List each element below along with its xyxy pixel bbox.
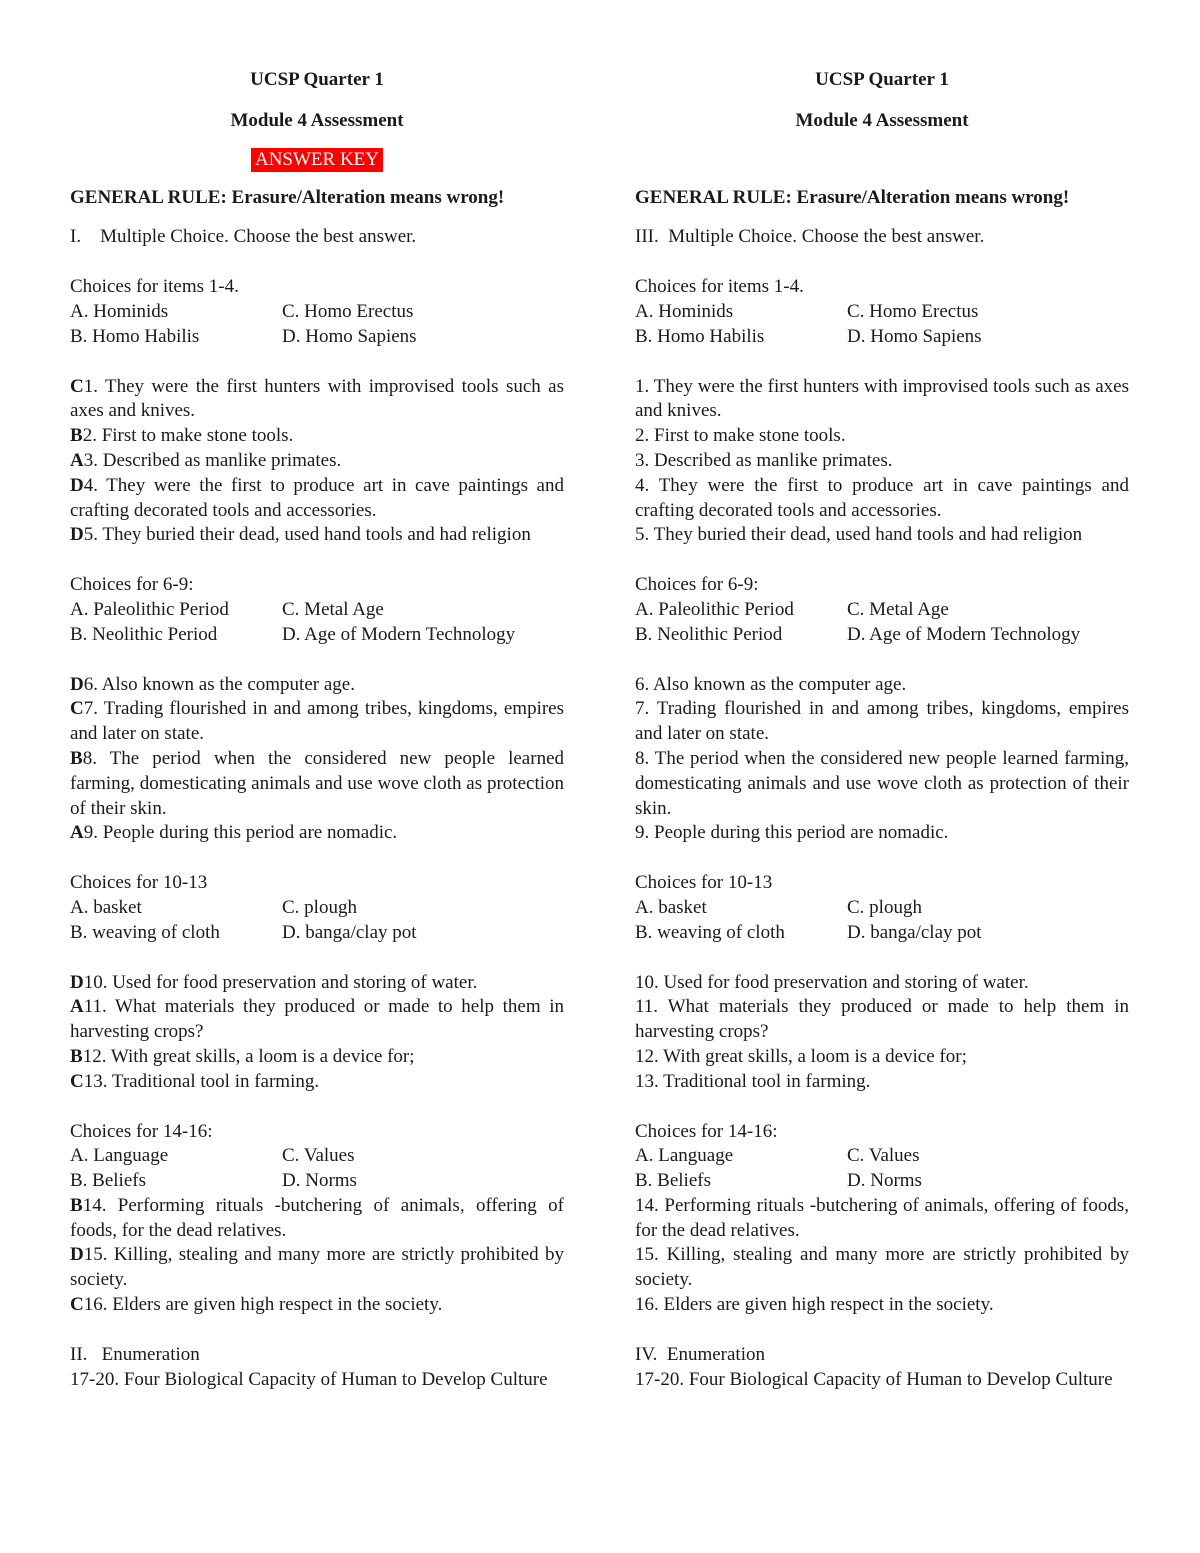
choices-heading: Choices for items 1-4.	[635, 276, 804, 298]
answer-key-spacer	[635, 148, 1129, 174]
question-text: 14. Performing rituals -butchering of animals, offering of foods, for the dead relatives.	[70, 1194, 564, 1241]
choice-option: A. Paleolithic Period	[635, 598, 794, 620]
question-text: 6. Also known as the computer age.	[83, 673, 355, 695]
choice-row	[70, 325, 564, 350]
choice-row	[635, 1144, 1129, 1169]
question-text: 13. Traditional tool in farming.	[83, 1070, 320, 1092]
choice-option: D. Age of Modern Technology	[282, 623, 516, 645]
question-item	[635, 449, 1129, 474]
choice-option: A. Hominids	[635, 300, 734, 322]
question-item	[70, 747, 564, 821]
choice-option: C. Homo Erectus	[282, 300, 414, 322]
answer-letter: D	[70, 971, 84, 993]
enumeration-item: 17-20. Four Biological Capacity of Human to Develop Culture	[70, 1368, 548, 1390]
question-item	[635, 697, 1129, 747]
question-text: 2. First to make stone tools.	[82, 425, 294, 447]
choices-heading: Choices for 14-16:	[70, 1120, 213, 1142]
choice-option: B. Neolithic Period	[635, 623, 783, 645]
answer-letter: C	[70, 1070, 84, 1092]
question-item	[70, 1070, 564, 1095]
enumeration-item: 17-20. Four Biological Capacity of Human to Develop Culture	[635, 1368, 1113, 1390]
answer-letter: B	[70, 1194, 83, 1216]
question-text: 12. With great skills, a loom is a device for;	[82, 1045, 415, 1067]
question-item	[70, 1293, 564, 1318]
question-item	[70, 995, 564, 1045]
question-groups	[70, 275, 564, 1343]
answer-letter: D	[70, 524, 84, 546]
question-text: 2. First to make stone tools.	[635, 425, 846, 447]
question-text: 10. Used for food preservation and storing of water.	[83, 971, 478, 993]
answer-letter: B	[70, 425, 83, 447]
spacer	[70, 350, 564, 375]
question-text: 5. They buried their dead, used hand tools and had religion	[635, 524, 1083, 546]
question-item	[635, 747, 1129, 821]
answer-letter: B	[70, 747, 83, 769]
answer-letter: A	[70, 449, 84, 471]
spacer	[70, 648, 564, 673]
question-item	[635, 424, 1129, 449]
answer-letter: C	[70, 1294, 84, 1316]
question-text: 4. They were the first to produce art in cave paintings and crafting decorated tools and accessories.	[635, 474, 1129, 521]
choice-row	[70, 598, 564, 623]
choice-option: B. weaving of cloth	[70, 921, 220, 943]
choice-option: B. Homo Habilis	[70, 325, 200, 347]
question-item	[635, 971, 1129, 996]
question-item	[635, 1194, 1129, 1244]
choices-heading: Choices for items 1-4.	[70, 276, 239, 298]
question-text: 7. Trading flourished in and among tribes, kingdoms, empires and later on state.	[70, 698, 564, 745]
blank-test-column	[635, 68, 1129, 1392]
section-heading: I. Multiple Choice. Choose the best answer.	[70, 226, 417, 248]
question-item	[635, 523, 1129, 548]
answer-letter: C	[70, 375, 84, 397]
question-text: 11. What materials they produced or made to help them in harvesting crops?	[70, 996, 564, 1043]
choice-option: D. banga/clay pot	[847, 921, 982, 943]
question-text: 1. They were the first hunters with improvised tools such as axes and knives.	[70, 375, 564, 422]
choice-row	[70, 921, 564, 946]
general-rule: GENERAL RULE: Erasure/Alteration means wrong!	[70, 186, 505, 208]
choice-option: B. Homo Habilis	[635, 325, 765, 347]
choice-option: A. Hominids	[70, 300, 169, 322]
choice-option: A. Language	[70, 1145, 169, 1167]
choices-heading: Choices for 6-9:	[70, 574, 194, 596]
answer-key-column	[70, 68, 564, 1392]
question-item	[635, 474, 1129, 524]
choice-row	[635, 325, 1129, 350]
question-text: 14. Performing rituals -butchering of animals, offering of foods, for the dead relatives.	[635, 1194, 1129, 1241]
question-item	[70, 821, 564, 846]
choice-group	[635, 871, 1129, 1119]
choice-option: D. Homo Sapiens	[282, 325, 417, 347]
question-item	[70, 673, 564, 698]
question-text: 10. Used for food preservation and storing of water.	[635, 971, 1029, 993]
question-text: 16. Elders are given high respect in the society.	[83, 1294, 443, 1316]
spacer	[70, 1095, 564, 1120]
question-text: 9. People during this period are nomadic.	[83, 822, 398, 844]
choice-row	[70, 300, 564, 325]
choice-row	[70, 623, 564, 648]
question-item	[635, 1070, 1129, 1095]
question-groups	[635, 275, 1129, 1343]
spacer	[70, 946, 564, 971]
spacer	[70, 846, 564, 871]
question-item	[70, 1243, 564, 1293]
choice-group	[70, 1120, 564, 1343]
question-item	[70, 474, 564, 524]
question-item	[70, 1194, 564, 1244]
page-title: UCSP Quarter 1	[815, 69, 949, 90]
question-item	[70, 375, 564, 425]
choice-option: A. Paleolithic Period	[70, 598, 229, 620]
question-text: 8. The period when the considered new people learned farming, domesticating animals and use wove cloth as protection of their skin.	[635, 747, 1129, 819]
question-text: 11. What materials they produced or made to help them in harvesting crops?	[635, 996, 1129, 1043]
question-item	[635, 995, 1129, 1045]
choice-option: C. plough	[282, 896, 357, 918]
question-item	[635, 673, 1129, 698]
choices-heading: Choices for 10-13	[635, 872, 773, 894]
section-heading: II. Enumeration	[70, 1343, 200, 1365]
answer-letter: B	[70, 1045, 83, 1067]
question-text: 3. Described as manlike primates.	[635, 449, 893, 471]
spacer	[635, 350, 1129, 375]
choice-group	[70, 871, 564, 1119]
question-text: 7. Trading flourished in and among tribes, kingdoms, empires and later on state.	[635, 698, 1129, 745]
question-item	[70, 449, 564, 474]
choice-option: C. Values	[847, 1145, 920, 1167]
choice-option: C. Metal Age	[282, 598, 384, 620]
question-text: 16. Elders are given high respect in the society.	[635, 1294, 994, 1316]
choice-option: C. Homo Erectus	[847, 300, 979, 322]
choice-option: A. basket	[70, 896, 142, 918]
section-heading: III. Multiple Choice. Choose the best answer.	[635, 226, 985, 248]
answer-key-label: ANSWER KEY	[251, 148, 383, 172]
choice-row	[635, 896, 1129, 921]
question-item	[70, 971, 564, 996]
question-item	[70, 523, 564, 548]
question-text: 15. Killing, stealing and many more are strictly prohibited by society.	[635, 1244, 1129, 1291]
choice-option: C. Metal Age	[847, 598, 949, 620]
choice-option: A. basket	[635, 896, 707, 918]
choice-option: D. Age of Modern Technology	[847, 623, 1081, 645]
spacer	[635, 946, 1129, 971]
choice-group	[635, 573, 1129, 871]
choices-heading: Choices for 10-13	[70, 872, 208, 894]
choice-row	[635, 623, 1129, 648]
question-text: 6. Also known as the computer age.	[635, 673, 907, 695]
answer-letter: D	[70, 1244, 84, 1266]
answer-letter: C	[70, 698, 84, 720]
choice-option: B. Beliefs	[635, 1170, 711, 1192]
question-item	[635, 1045, 1129, 1070]
question-text: 13. Traditional tool in farming.	[635, 1070, 871, 1092]
choices-heading: Choices for 14-16:	[635, 1120, 778, 1142]
page-subtitle: Module 4 Assessment	[230, 109, 404, 131]
spacer	[635, 846, 1129, 871]
spacer	[635, 1318, 1129, 1343]
spacer	[635, 548, 1129, 573]
choice-row	[635, 598, 1129, 623]
choice-row	[635, 300, 1129, 325]
question-item	[70, 424, 564, 449]
choice-option: B. weaving of cloth	[635, 921, 785, 943]
question-text: 3. Described as manlike primates.	[83, 449, 342, 471]
question-item	[635, 1243, 1129, 1293]
question-item	[70, 1045, 564, 1070]
question-text: 15. Killing, stealing and many more are strictly prohibited by society.	[70, 1244, 564, 1291]
choice-group	[635, 1120, 1129, 1343]
question-text: 4. They were the first to produce art in cave paintings and crafting decorated tools and accessories.	[70, 474, 564, 521]
spacer	[70, 548, 564, 573]
choice-group	[635, 275, 1129, 573]
choice-group	[70, 275, 564, 573]
choice-row	[635, 921, 1129, 946]
question-item	[635, 821, 1129, 846]
answer-letter: A	[70, 822, 84, 844]
choice-option: D. Homo Sapiens	[847, 325, 982, 347]
page-subtitle: Module 4 Assessment	[795, 109, 969, 131]
choice-option: A. Language	[635, 1145, 734, 1167]
answer-letter: A	[70, 996, 84, 1018]
question-item	[635, 375, 1129, 425]
choice-option: D. Norms	[847, 1170, 922, 1192]
choice-option: C. Values	[282, 1145, 355, 1167]
choice-row	[635, 1169, 1129, 1194]
choice-option: B. Neolithic Period	[70, 623, 218, 645]
page-title: UCSP Quarter 1	[250, 69, 384, 90]
answer-key-banner	[70, 148, 564, 174]
spacer	[635, 648, 1129, 673]
choice-option: D. banga/clay pot	[282, 921, 417, 943]
section-heading: IV. Enumeration	[635, 1343, 765, 1365]
question-item	[70, 697, 564, 747]
general-rule: GENERAL RULE: Erasure/Alteration means wrong!	[635, 186, 1070, 208]
question-text: 8. The period when the considered new people learned farming, domesticating animals and use wove cloth as protection of their skin.	[70, 747, 564, 819]
question-item	[635, 1293, 1129, 1318]
choice-row	[70, 1169, 564, 1194]
question-text: 12. With great skills, a loom is a device for;	[635, 1045, 967, 1067]
question-text: 1. They were the first hunters with improvised tools such as axes and knives.	[635, 375, 1129, 422]
choice-group	[70, 573, 564, 871]
question-text: 9. People during this period are nomadic.	[635, 822, 949, 844]
spacer	[635, 1095, 1129, 1120]
choice-row	[70, 1144, 564, 1169]
question-text: 5. They buried their dead, used hand tools and had religion	[83, 524, 531, 546]
choice-row	[70, 896, 564, 921]
answer-letter: D	[70, 474, 84, 496]
answer-letter: D	[70, 673, 84, 695]
choices-heading: Choices for 6-9:	[635, 574, 759, 596]
choice-option: C. plough	[847, 896, 922, 918]
spacer	[70, 1318, 564, 1343]
choice-option: D. Norms	[282, 1170, 357, 1192]
choice-option: B. Beliefs	[70, 1170, 146, 1192]
